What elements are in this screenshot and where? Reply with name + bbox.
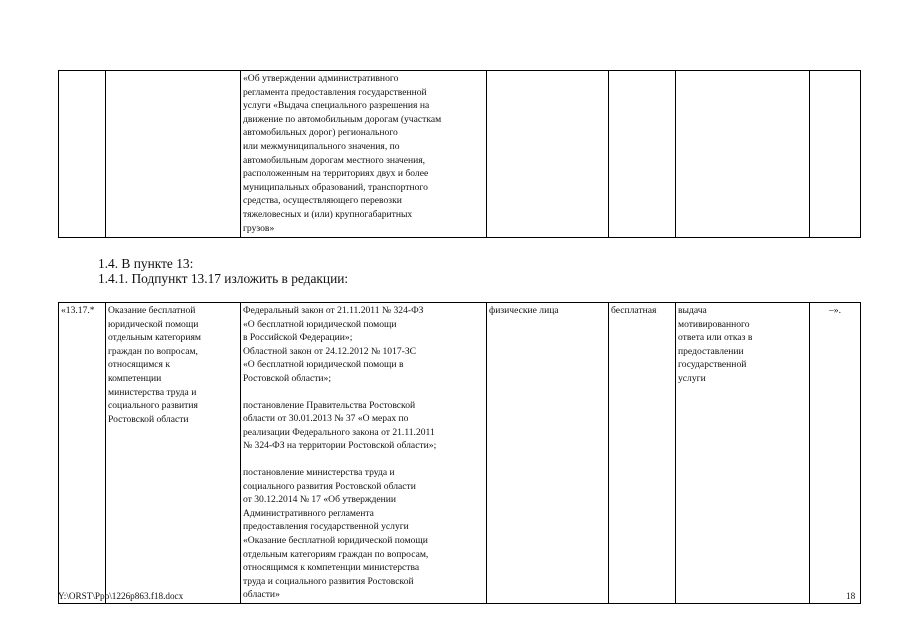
item-number-cell: «13.17.* xyxy=(59,303,106,604)
table-row xyxy=(59,303,861,604)
legal-basis-paragraph: Федеральный закон от 21.11.2011 № 324-ФЗ «О бесплатной юридической помощи в Российской Федерации»; Областной закон от 24.12.2012 № 1017-ЗС «О бесплатной юридической помощи в Ростовской области»; xyxy=(243,305,424,384)
services-table xyxy=(58,302,861,604)
legal-basis-paragraph: постановление министерства труда и социального развития Ростовской области от 30.12.2014 № 17 «Об утверждении Административного регламента предоставления государственной услуги «Оказание бесплатной юридической помощи отдельным категориям граждан по вопросам, относящимся к компетенции министерства труда и социального развития Ростовской области» xyxy=(243,466,429,601)
table-row xyxy=(59,71,861,238)
table-cell-applicants xyxy=(487,71,609,238)
table-cell-result xyxy=(676,71,810,238)
table-cell-legal-basis: «Об утверждении административного регламента предоставления государственной услуги «Выдача специального разрешения на движение по автомобильным дорогам (участкам автомобильных дорог) регионального или межмуниципального значения, по автомобильным дорогам местного значения, расположенным на территориях двух и более муниципальных образований, транспортного средства, осуществляющего перевозки тяжеловесных и (или) крупногабаритных грузов» xyxy=(241,71,487,238)
legal-basis-paragraph: постановление Правительства Ростовской области от 30.01.2013 № 37 «О мерах по реализации Федерального закона от 21.11.2011 № 324-ФЗ на территории Ростовской области»; xyxy=(243,399,437,452)
previous-table-row xyxy=(58,70,861,238)
page-number: 18 xyxy=(846,591,856,601)
payment-cell: бесплатная xyxy=(609,303,676,604)
service-name-cell: Оказание бесплатной юридической помощи отдельным категориям граждан по вопросам, относящимся к компетенции министерства труда и социального развития Ростовской области xyxy=(106,303,241,604)
applicants-cell: физические лица xyxy=(487,303,609,604)
subsection-heading: 1.4.1. Подпункт 13.17 изложить в редакции: xyxy=(98,271,349,286)
section-heading: 1.4. В пункте 13: xyxy=(98,256,194,271)
legal-basis-cell xyxy=(241,303,487,604)
footer-file-path: Y:\ORST\Ppo\1226p863.f18.docx xyxy=(58,591,184,601)
result-cell: выдача мотивированного ответа или отказ в предоставлении государственной услуги xyxy=(676,303,810,604)
table-cell-number xyxy=(59,71,106,238)
table-cell-last xyxy=(810,71,861,238)
table-cell-payment xyxy=(609,71,676,238)
table-cell-service xyxy=(106,71,241,238)
closing-cell: –». xyxy=(810,303,861,604)
